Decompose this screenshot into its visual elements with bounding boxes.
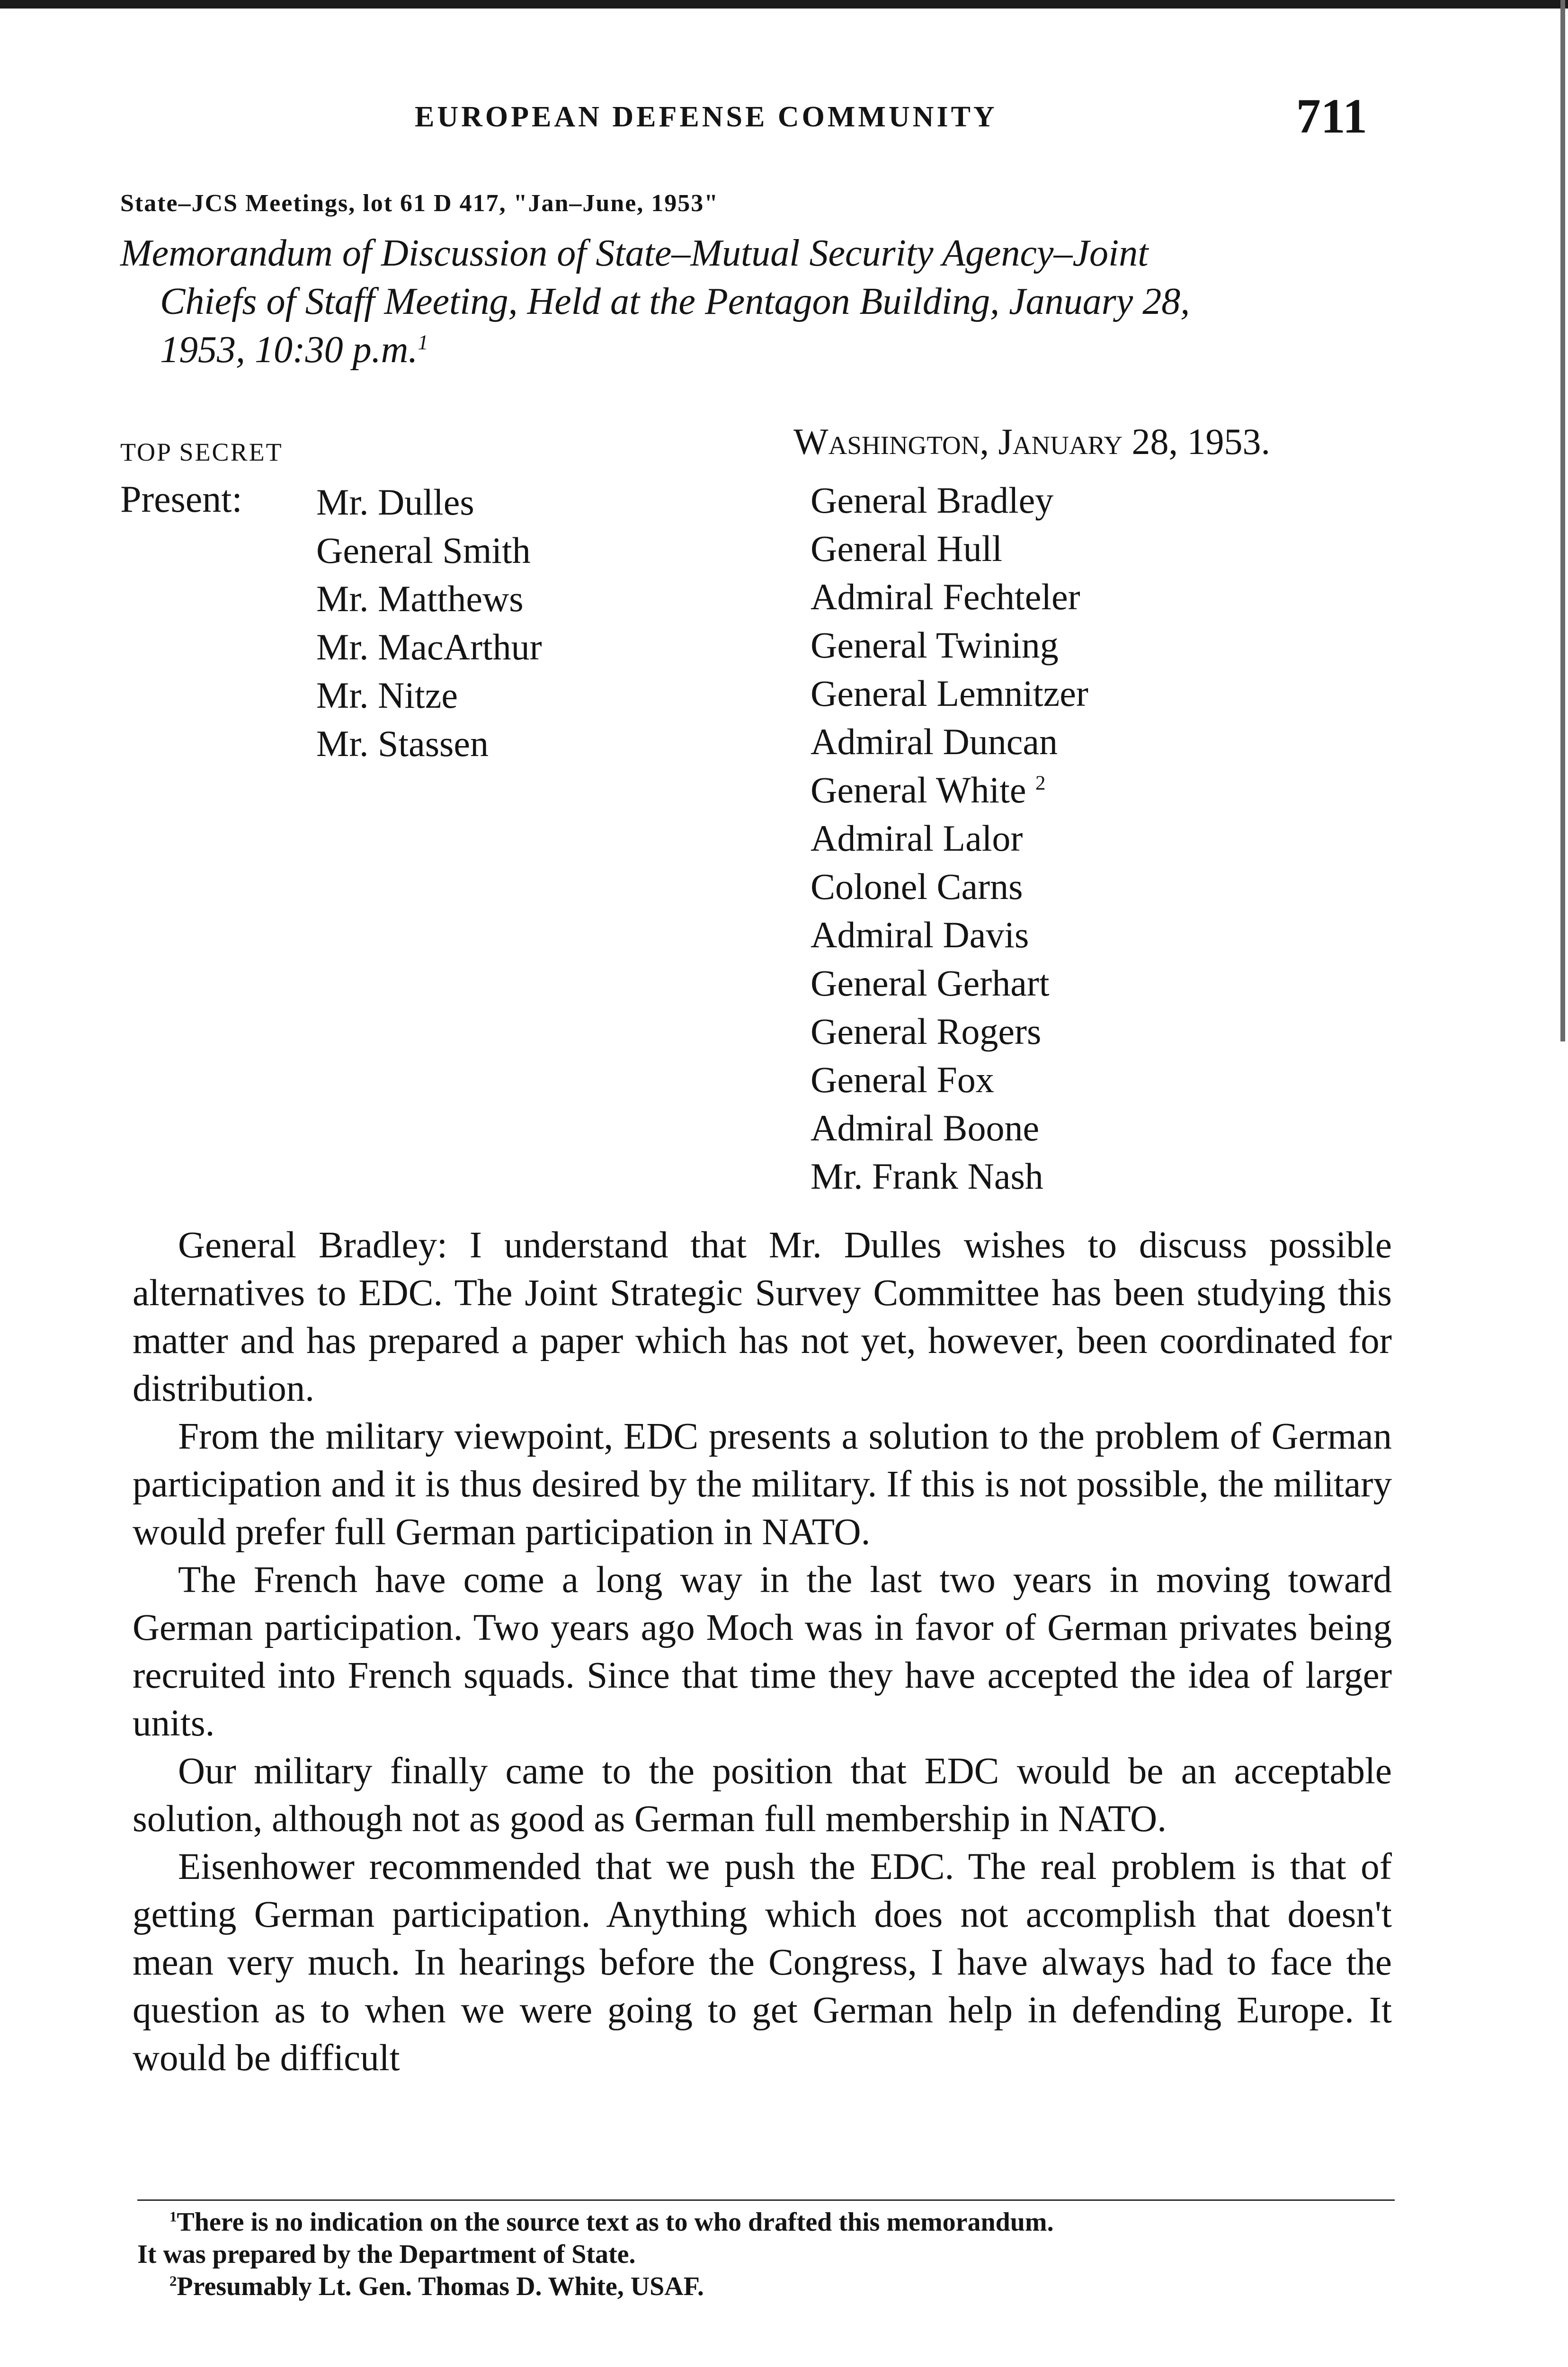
footnote-1-continued: It was prepared by the Department of State. [137,2240,636,2269]
paragraph: From the military viewpoint, EDC presents a solution to the problem of German participation and it is thus desired by the military. If this is not possible, the military would prefer full German participation in NATO. [133,1416,1392,1553]
dateline: Washington, January 28, 1953. [793,421,1271,462]
attendee: General Lemnitzer [811,673,1088,714]
attendee: General Smith [316,530,531,571]
attendee: Mr. Frank Nash [811,1156,1043,1197]
footnote-2-text: Presumably Lt. Gen. Thomas D. White, USAF. [177,2272,704,2301]
attendee: Mr. MacArthur [316,626,542,667]
title-footnote-mark: 1 [418,330,428,354]
footnote-divider [137,2199,1395,2201]
attendee: Admiral Fechteler [811,576,1080,617]
title-line-1: Memorandum of Discussion of State–Mutual Security Agency–Joint [120,232,1149,274]
attendee: General Bradley [811,480,1054,521]
title-line-2: Chiefs of Staff Meeting, Held at the Pentagon Building, January 28, [160,281,1190,322]
top-edge-rule [0,0,1568,9]
page-edge-shadow [1560,0,1565,1041]
attendees-left-column [316,478,542,768]
attendee: Admiral Lalor [811,818,1023,859]
attendee: Admiral Davis [811,914,1029,955]
running-head: EUROPEAN DEFENSE COMMUNITY [415,101,998,133]
paragraph: General Bradley: I understand that Mr. Dulles wishes to discuss possible alternatives to EDC. The Joint Strategic Survey Committee has been studying this matter and has prepared a paper which has not yet, however, been coordinated for distribution. [133,1225,1392,1409]
attendee: Admiral Duncan [811,721,1058,762]
footnote-2 [137,2270,1397,2303]
page-number: 711 [1296,89,1367,143]
attendee-footnote-mark: 2 [1035,772,1046,794]
paragraph: The French have come a long way in the last two years in moving toward German participation. Two years ago Moch was in favor of German privates being recruited into French squads. Since that time they have accepted the idea of larger units. [133,1559,1392,1744]
classification-marking: TOP SECRET [120,438,283,466]
attendee-with-footnote [811,766,1088,814]
footnotes [137,2206,1397,2303]
paragraph: Eisenhower recommended that we push the EDC. The real problem is that of getting German participation. Anything which does not accomplish that doesn't mean very much. In hearings before the Congress, I have always had to face the question as to when we were going to get German help in defending Europe. It would be difficult [133,1846,1392,2079]
attendee: Mr. Dulles [316,481,474,523]
footnote-1 [137,2206,1397,2238]
attendee: General Gerhart [811,962,1050,1004]
title-line-3 [120,326,1389,374]
attendee: General Hull [811,528,1003,569]
attendee: General Twining [811,624,1059,666]
attendee: Colonel Carns [811,866,1023,907]
paragraph: Our military finally came to the position that EDC would be an acceptable solution, although not as good as German full membership in NATO. [133,1751,1392,1840]
source-line: State–JCS Meetings, lot 61 D 417, "Jan–June, 1953" [120,190,719,217]
attendee: Admiral Boone [811,1107,1040,1148]
present-label: Present: [120,479,242,520]
attendees-right-column [811,476,1088,1201]
title-line-3-text: 1953, 10:30 p.m. [160,329,418,371]
footnote-2-mark: 2 [169,2273,177,2289]
footnote-1-mark: 1 [169,2208,177,2225]
attendee: Mr. Matthews [316,578,524,619]
attendee-name: General White [811,769,1026,810]
attendee: General Fox [811,1059,994,1100]
document-title [120,229,1389,374]
attendee: Mr. Nitze [316,675,458,716]
attendee: General Rogers [811,1011,1042,1052]
footnote-1-text: There is no indication on the source text as to who drafted this memorandum. [177,2207,1054,2237]
body-text [133,1221,1392,2082]
attendee: Mr. Stassen [316,723,489,764]
